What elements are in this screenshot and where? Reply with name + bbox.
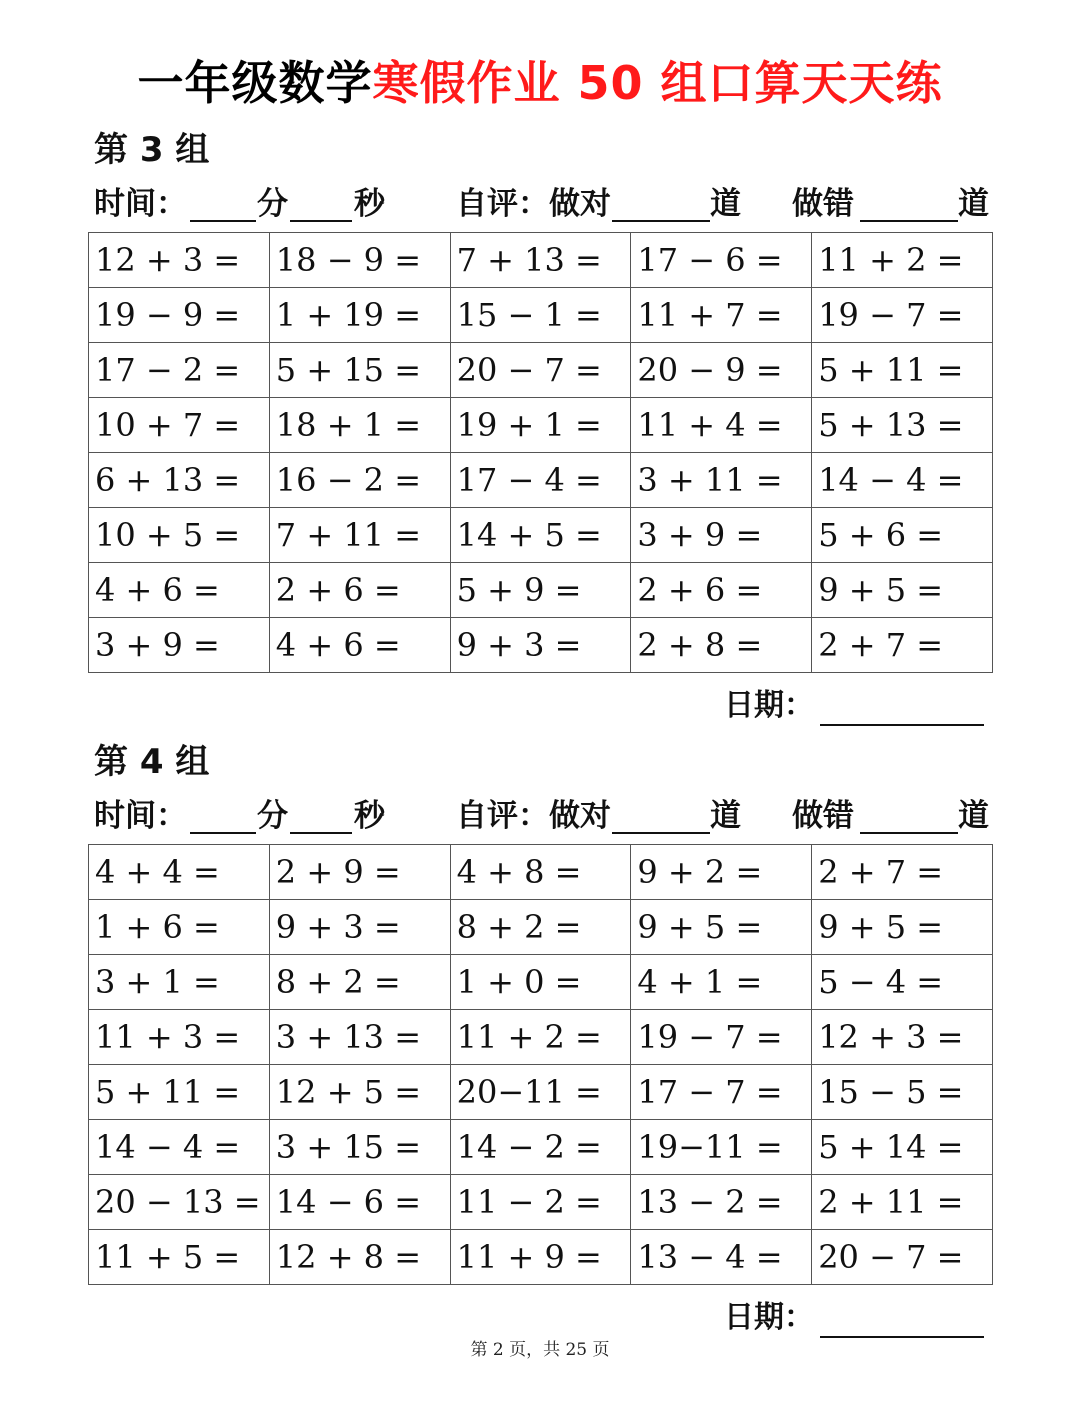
table-row: [89, 955, 993, 1010]
seconds-blank[interactable]: [290, 220, 352, 222]
wrong-count-blank[interactable]: [860, 832, 958, 834]
problem-cell: 3 + 9 =: [89, 618, 270, 673]
problem-cell: 6 + 13 =: [89, 453, 270, 508]
table-row: [89, 343, 993, 398]
problem-cell: 4 + 1 =: [631, 955, 812, 1010]
problem-cell: 19 − 7 =: [631, 1010, 812, 1065]
problem-cell: 5 + 6 =: [812, 508, 993, 563]
date-label: 日期：: [724, 1300, 814, 1335]
table-row: [89, 1120, 993, 1175]
table-row: [89, 398, 993, 453]
problem-cell: 5 + 13 =: [812, 398, 993, 453]
problem-cell: 20 − 9 =: [631, 343, 812, 398]
problem-cell: 4 + 6 =: [89, 563, 270, 618]
problem-grid: [88, 232, 993, 673]
minutes-blank[interactable]: [190, 220, 256, 222]
problem-cell: 14 − 6 =: [269, 1175, 450, 1230]
problem-cell: 1 + 19 =: [269, 288, 450, 343]
problem-cell: 9 + 5 =: [631, 900, 812, 955]
problem-cell: 20 − 7 =: [450, 343, 631, 398]
table-row: [89, 1065, 993, 1120]
problem-cell: 5 + 11 =: [89, 1065, 270, 1120]
problem-cell: 11 + 9 =: [450, 1230, 631, 1285]
table-row: [89, 1175, 993, 1230]
problem-cell: 11 + 2 =: [812, 233, 993, 288]
problem-cell: 10 + 7 =: [89, 398, 270, 453]
problem-cell: 4 + 6 =: [269, 618, 450, 673]
problem-cell: 5 + 14 =: [812, 1120, 993, 1175]
date-label: 日期：: [724, 688, 814, 723]
problem-cell: 8 + 2 =: [269, 955, 450, 1010]
date-row: [724, 684, 994, 728]
problem-cell: 19 − 9 =: [89, 288, 270, 343]
problem-cell: 14 + 5 =: [450, 508, 631, 563]
page-title: [0, 48, 1080, 118]
problem-cell: 5 + 15 =: [269, 343, 450, 398]
problem-cell: 2 + 9 =: [269, 845, 450, 900]
problem-cell: 4 + 4 =: [89, 845, 270, 900]
problem-cell: 20 − 13 =: [89, 1175, 270, 1230]
problem-cell: 18 − 9 =: [269, 233, 450, 288]
problem-cell: 20−11 =: [450, 1065, 631, 1120]
date-blank[interactable]: [820, 724, 984, 726]
self-eval-wrong-label: 做错: [792, 798, 854, 834]
problem-cell: 5 + 9 =: [450, 563, 631, 618]
date-row: [724, 1296, 994, 1340]
correct-unit-label: 道: [710, 186, 741, 222]
group-label: 第 4 组: [94, 742, 210, 782]
problem-cell: 1 + 6 =: [89, 900, 270, 955]
page-footer: 第 2 页，共 25 页: [470, 1340, 610, 1360]
problem-cell: 14 − 4 =: [89, 1120, 270, 1175]
problem-cell: 11 + 4 =: [631, 398, 812, 453]
problem-cell: 5 + 11 =: [812, 343, 993, 398]
problem-cell: 12 + 8 =: [269, 1230, 450, 1285]
problem-cell: 9 + 5 =: [812, 563, 993, 618]
problem-cell: 15 − 5 =: [812, 1065, 993, 1120]
problem-cell: 13 − 4 =: [631, 1230, 812, 1285]
info-row: [94, 182, 994, 226]
problem-cell: 3 + 1 =: [89, 955, 270, 1010]
self-eval-correct-label: 自评：做对: [456, 798, 611, 834]
problem-cell: 10 + 5 =: [89, 508, 270, 563]
problem-cell: 11 − 2 =: [450, 1175, 631, 1230]
correct-unit-label: 道: [710, 798, 741, 834]
minute-label: 分: [257, 186, 288, 222]
minutes-blank[interactable]: [190, 832, 256, 834]
problem-cell: 8 + 2 =: [450, 900, 631, 955]
problem-cell: 19−11 =: [631, 1120, 812, 1175]
self-eval-correct-label: 自评：做对: [456, 186, 611, 222]
wrong-count-blank[interactable]: [860, 220, 958, 222]
time-label: 时间：: [94, 798, 187, 834]
table-row: [89, 1010, 993, 1065]
problem-cell: 17 − 2 =: [89, 343, 270, 398]
minute-label: 分: [257, 798, 288, 834]
problem-cell: 13 − 2 =: [631, 1175, 812, 1230]
table-row: [89, 508, 993, 563]
problem-cell: 3 + 13 =: [269, 1010, 450, 1065]
problem-cell: 11 + 2 =: [450, 1010, 631, 1065]
wrong-unit-label: 道: [958, 186, 989, 222]
problem-cell: 11 + 7 =: [631, 288, 812, 343]
second-label: 秒: [354, 798, 385, 834]
problem-cell: 12 + 3 =: [89, 233, 270, 288]
table-row: [89, 618, 993, 673]
self-eval-wrong-label: 做错: [792, 186, 854, 222]
problem-cell: 20 − 7 =: [812, 1230, 993, 1285]
problem-cell: 3 + 9 =: [631, 508, 812, 563]
problem-cell: 14 − 2 =: [450, 1120, 631, 1175]
info-row: [94, 794, 994, 838]
wrong-unit-label: 道: [958, 798, 989, 834]
correct-count-blank[interactable]: [612, 220, 710, 222]
correct-count-blank[interactable]: [612, 832, 710, 834]
problem-cell: 3 + 15 =: [269, 1120, 450, 1175]
problem-cell: 17 − 4 =: [450, 453, 631, 508]
problem-cell: 5 − 4 =: [812, 955, 993, 1010]
problem-cell: 2 + 7 =: [812, 845, 993, 900]
problem-cell: 9 + 3 =: [269, 900, 450, 955]
title-part-red: 寒假作业 50 组口算天天练: [372, 56, 943, 110]
problem-cell: 2 + 6 =: [269, 563, 450, 618]
time-label: 时间：: [94, 186, 187, 222]
title-part-black: 一年级数学: [137, 56, 373, 110]
problem-cell: 12 + 5 =: [269, 1065, 450, 1120]
problem-cell: 19 + 1 =: [450, 398, 631, 453]
second-label: 秒: [354, 186, 385, 222]
problem-grid: [88, 844, 993, 1285]
problem-cell: 12 + 3 =: [812, 1010, 993, 1065]
problem-cell: 14 − 4 =: [812, 453, 993, 508]
problem-cell: 2 + 8 =: [631, 618, 812, 673]
problem-cell: 18 + 1 =: [269, 398, 450, 453]
problem-cell: 11 + 5 =: [89, 1230, 270, 1285]
problem-cell: 2 + 7 =: [812, 618, 993, 673]
problem-cell: 16 − 2 =: [269, 453, 450, 508]
problem-cell: 1 + 0 =: [450, 955, 631, 1010]
problem-cell: 7 + 11 =: [269, 508, 450, 563]
problem-cell: 9 + 3 =: [450, 618, 631, 673]
problem-cell: 19 − 7 =: [812, 288, 993, 343]
problem-cell: 7 + 13 =: [450, 233, 631, 288]
problem-cell: 17 − 7 =: [631, 1065, 812, 1120]
table-row: [89, 900, 993, 955]
table-row: [89, 288, 993, 343]
problem-cell: 15 − 1 =: [450, 288, 631, 343]
problem-cell: 2 + 11 =: [812, 1175, 993, 1230]
problem-cell: 9 + 5 =: [812, 900, 993, 955]
table-row: [89, 233, 993, 288]
table-row: [89, 845, 993, 900]
problem-cell: 2 + 6 =: [631, 563, 812, 618]
table-row: [89, 563, 993, 618]
table-row: [89, 1230, 993, 1285]
table-row: [89, 453, 993, 508]
problem-cell: 17 − 6 =: [631, 233, 812, 288]
problem-cell: 11 + 3 =: [89, 1010, 270, 1065]
problem-cell: 9 + 2 =: [631, 845, 812, 900]
problem-cell: 4 + 8 =: [450, 845, 631, 900]
seconds-blank[interactable]: [290, 832, 352, 834]
group-label: 第 3 组: [94, 130, 210, 170]
problem-cell: 3 + 11 =: [631, 453, 812, 508]
